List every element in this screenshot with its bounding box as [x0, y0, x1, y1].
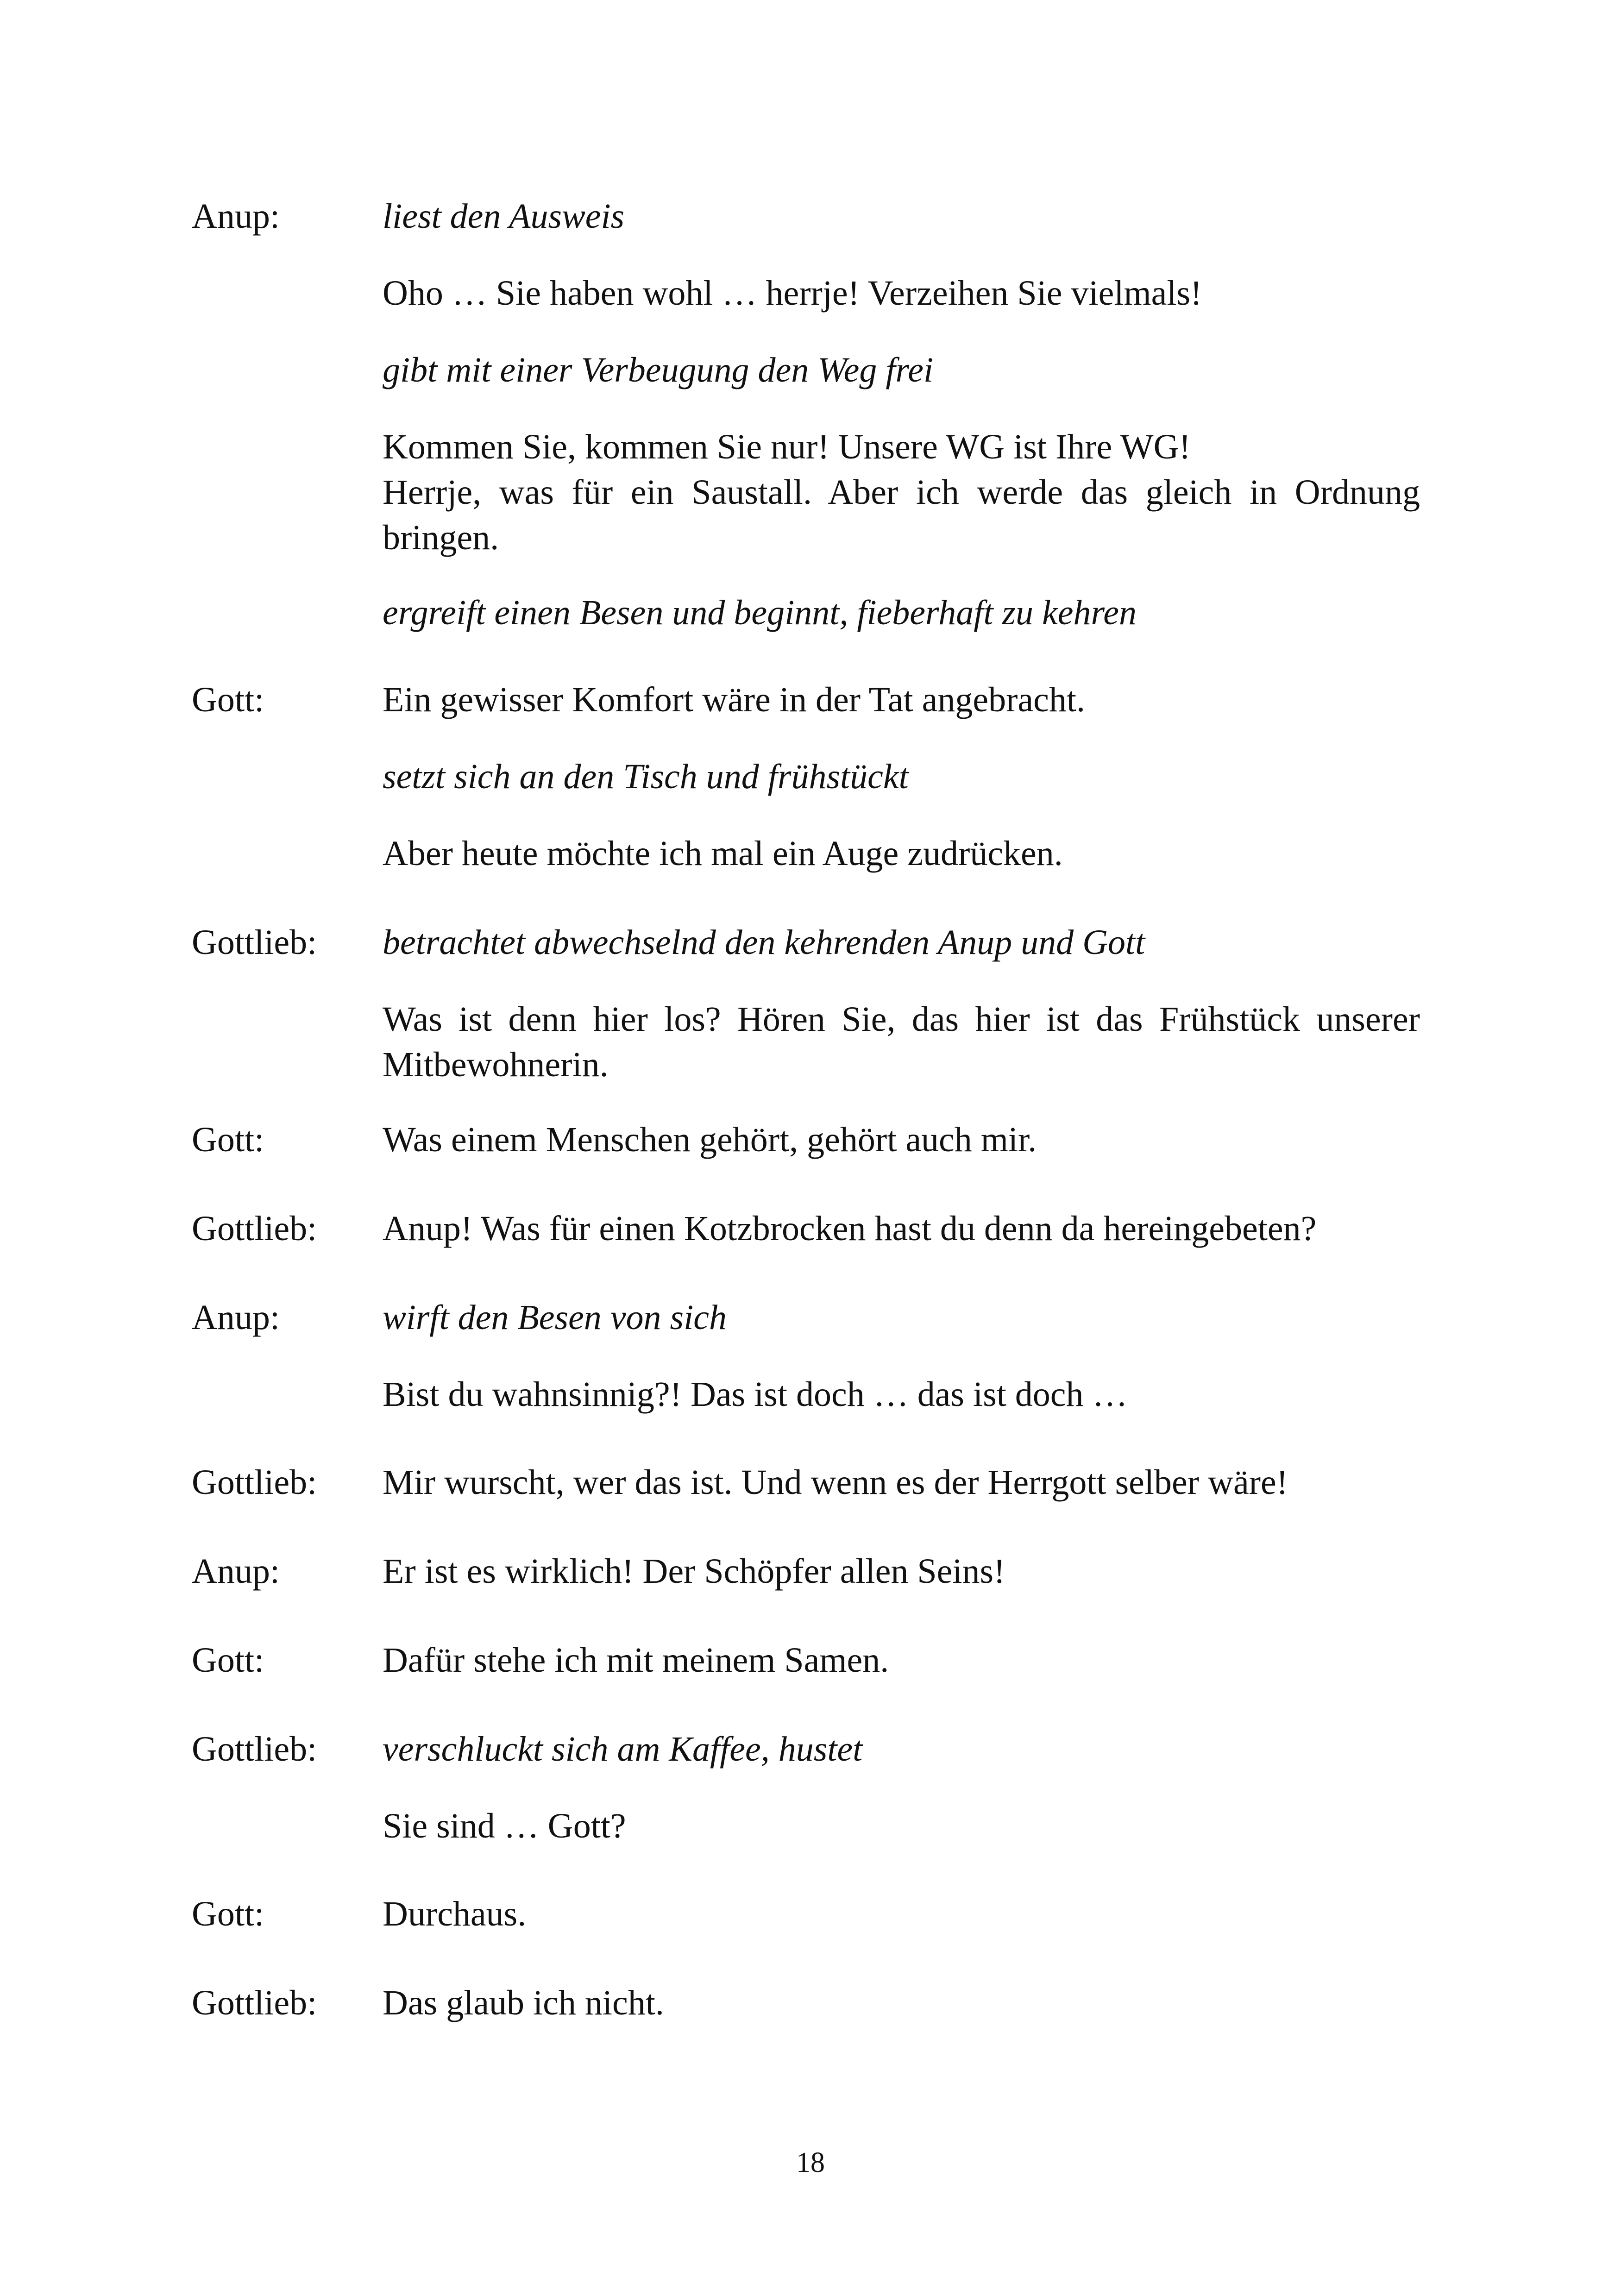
dialogue-line: Er ist es wirklich! Der Schöpfer allen Seins! [383, 1552, 1005, 1591]
dialogue-line: Bist du wahnsinnig?! Das ist doch … das ist doch … [383, 1375, 1128, 1414]
dialogue-line: Kommen Sie, kommen Sie nur! Unsere WG ist Ihre WG! [383, 427, 1191, 466]
dialogue-line: Sie sind … Gott? [383, 1807, 626, 1845]
stage-direction: wirft den Besen von sich [383, 1298, 727, 1337]
dialogue-line: Mir wurscht, wer das ist. Und wenn es der Herrgott selber wäre! [383, 1463, 1288, 1502]
speaker-name: Gott: [192, 1641, 264, 1680]
dialogue-line: Was ist denn hier los? Hören Sie, das hier ist das Frühstück unserer Mitbewohnerin. [383, 1000, 1420, 1084]
speaker-name: Gott: [192, 1120, 264, 1159]
dialogue-line: Das glaub ich nicht. [383, 1983, 664, 2022]
dialogue-line: Was einem Menschen gehört, gehört auch mir. [383, 1120, 1037, 1159]
dialogue-line: Durchaus. [383, 1895, 527, 1933]
stage-direction: setzt sich an den Tisch und frühstückt [383, 757, 909, 796]
dialogue-line: Aber heute möchte ich mal ein Auge zudrücken. [383, 834, 1063, 873]
page-number: 18 [796, 2147, 825, 2178]
stage-direction: ergreift einen Besen und beginnt, fieberhaft zu kehren [383, 593, 1137, 632]
dialogue-line: Oho … Sie haben wohl … herrje! Verzeihen Sie vielmals! [383, 274, 1202, 313]
stage-direction: liest den Ausweis [383, 197, 625, 236]
speaker-name: Gottlieb: [192, 1983, 317, 2022]
stage-direction: betrachtet abwechselnd den kehrenden Anup und Gott [383, 923, 1145, 962]
speaker-name: Gottlieb: [192, 923, 317, 962]
stage-direction: gibt mit einer Verbeugung den Weg frei [383, 351, 934, 389]
speaker-name: Gottlieb: [192, 1463, 317, 1502]
speaker-name: Gott: [192, 1895, 264, 1933]
speaker-name: Gott: [192, 680, 264, 719]
speaker-name: Gottlieb: [192, 1730, 317, 1769]
speaker-name: Anup: [192, 197, 280, 236]
dialogue-line: Anup! Was für einen Kotzbrocken hast du denn da hereingebeten? [383, 1209, 1317, 1248]
speaker-name: Anup: [192, 1298, 280, 1337]
speaker-name: Anup: [192, 1552, 280, 1591]
dialogue-line: Herrje, was für ein Saustall. Aber ich werde das gleich in Ordnung bringen. [383, 473, 1420, 557]
dialogue-line: Dafür stehe ich mit meinem Samen. [383, 1641, 889, 1680]
stage-direction: verschluckt sich am Kaffee, hustet [383, 1730, 863, 1769]
speaker-name: Gottlieb: [192, 1209, 317, 1248]
dialogue-line: Ein gewisser Komfort wäre in der Tat angebracht. [383, 680, 1085, 719]
